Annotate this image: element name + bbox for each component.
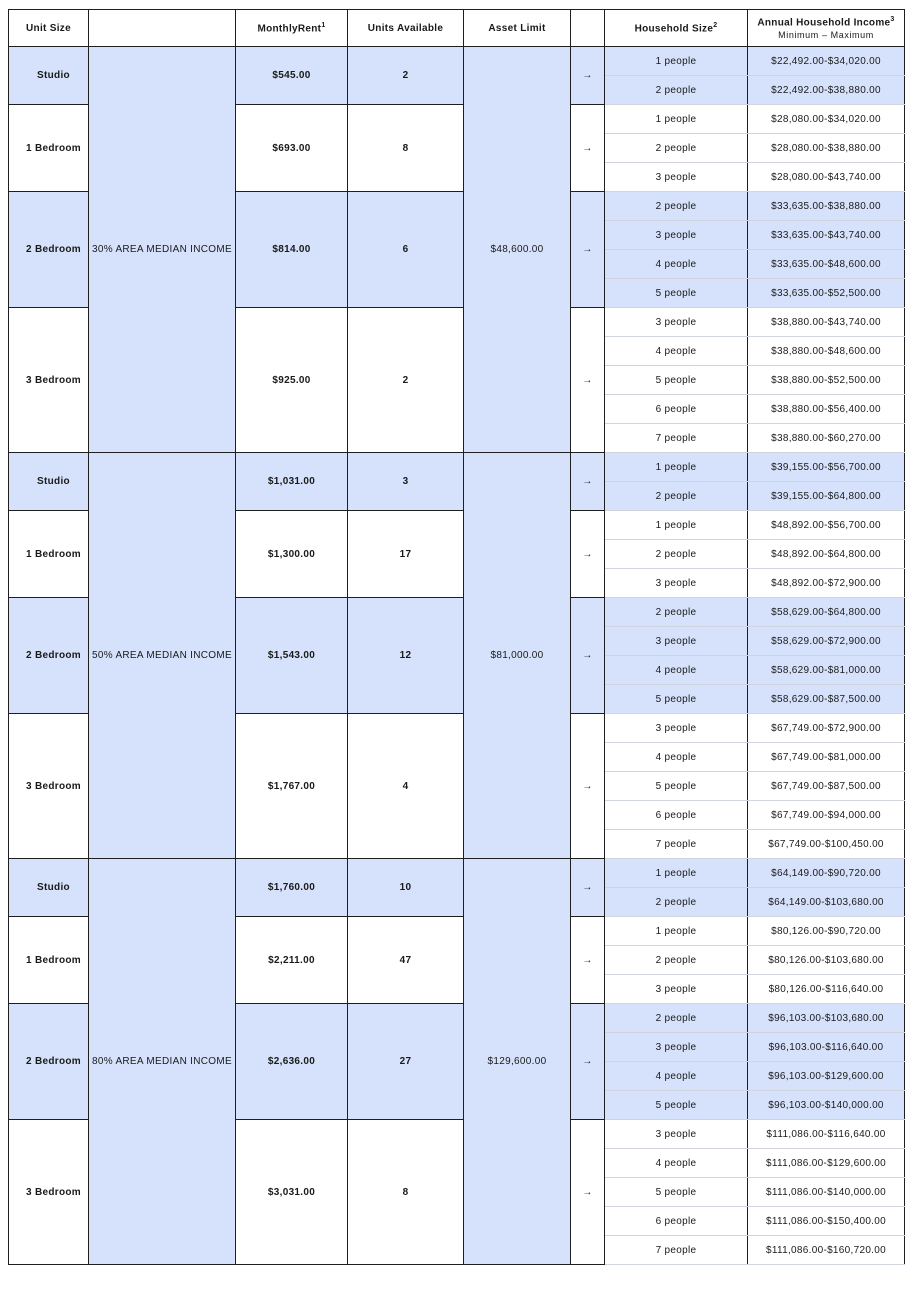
unit-size-cell: Studio bbox=[9, 859, 89, 917]
annual-income-range-cell: $58,629.00-$64,800.00 bbox=[748, 598, 905, 627]
table-header bbox=[9, 10, 905, 47]
annual-income-range-cell: $33,635.00-$48,600.00 bbox=[748, 250, 905, 279]
annual-income-range-cell: $38,880.00-$52,500.00 bbox=[748, 366, 905, 395]
household-size-cell: 7 people bbox=[605, 424, 748, 453]
unit-size-cell: 3 Bedroom bbox=[9, 308, 89, 453]
household-size-cell: 2 people bbox=[605, 1004, 748, 1033]
household-size-cell: 5 people bbox=[605, 1178, 748, 1207]
units-available-cell: 2 bbox=[348, 308, 464, 453]
header-label: MonthlyRent bbox=[257, 23, 322, 35]
header-asset-limit bbox=[464, 10, 571, 47]
household-size-cell: 6 people bbox=[605, 1207, 748, 1236]
header-label: Units Available bbox=[367, 22, 444, 34]
arrow-right-icon: → bbox=[571, 511, 605, 598]
header-household-size bbox=[605, 10, 748, 47]
annual-income-range-cell: $39,155.00-$64,800.00 bbox=[748, 482, 905, 511]
annual-income-range-cell: $22,492.00-$38,880.00 bbox=[748, 76, 905, 105]
annual-income-range-cell: $38,880.00-$60,270.00 bbox=[748, 424, 905, 453]
ami-level-cell: 80% AREA MEDIAN INCOME bbox=[89, 859, 236, 1265]
ami-level-cell: 30% AREA MEDIAN INCOME bbox=[89, 47, 236, 453]
annual-income-range-cell: $96,103.00-$129,600.00 bbox=[748, 1062, 905, 1091]
annual-income-range-cell: $80,126.00-$116,640.00 bbox=[748, 975, 905, 1004]
income-table bbox=[8, 9, 905, 1265]
unit-size-cell: 2 Bedroom bbox=[9, 1004, 89, 1120]
annual-income-range-cell: $48,892.00-$64,800.00 bbox=[748, 540, 905, 569]
annual-income-range-cell: $67,749.00-$94,000.00 bbox=[748, 801, 905, 830]
annual-income-range-cell: $111,086.00-$140,000.00 bbox=[748, 1178, 905, 1207]
monthly-rent-cell: $693.00 bbox=[236, 105, 348, 192]
header-sublabel: Minimum – Maximum bbox=[778, 29, 874, 40]
household-size-cell: 4 people bbox=[605, 1149, 748, 1178]
arrow-right-icon: → bbox=[571, 453, 605, 511]
annual-income-range-cell: $38,880.00-$48,600.00 bbox=[748, 337, 905, 366]
household-size-cell: 3 people bbox=[605, 308, 748, 337]
asset-limit-cell: $129,600.00 bbox=[464, 859, 571, 1265]
arrow-right-icon: → bbox=[571, 859, 605, 917]
units-available-cell: 2 bbox=[348, 47, 464, 105]
household-size-cell: 1 people bbox=[605, 453, 748, 482]
ami-level-cell: 50% AREA MEDIAN INCOME bbox=[89, 453, 236, 859]
annual-income-range-cell: $39,155.00-$56,700.00 bbox=[748, 453, 905, 482]
arrow-right-icon: → bbox=[571, 105, 605, 192]
household-size-cell: 2 people bbox=[605, 482, 748, 511]
household-size-cell: 4 people bbox=[605, 337, 748, 366]
annual-income-range-cell: $22,492.00-$34,020.00 bbox=[748, 47, 905, 76]
header-monthly-rent bbox=[236, 10, 348, 47]
annual-income-range-cell: $48,892.00-$72,900.00 bbox=[748, 569, 905, 598]
table-body bbox=[9, 47, 905, 1265]
household-size-cell: 5 people bbox=[605, 1091, 748, 1120]
household-size-cell: 2 people bbox=[605, 134, 748, 163]
monthly-rent-cell: $1,767.00 bbox=[236, 714, 348, 859]
annual-income-range-cell: $111,086.00-$116,640.00 bbox=[748, 1120, 905, 1149]
annual-income-range-cell: $33,635.00-$52,500.00 bbox=[748, 279, 905, 308]
monthly-rent-cell: $3,031.00 bbox=[236, 1120, 348, 1265]
household-size-cell: 5 people bbox=[605, 279, 748, 308]
header-ami bbox=[89, 10, 236, 47]
monthly-rent-cell: $1,760.00 bbox=[236, 859, 348, 917]
header-annual-income bbox=[748, 10, 905, 47]
footnote-marker: 3 bbox=[890, 16, 895, 24]
header-unit-size bbox=[9, 10, 89, 47]
annual-income-range-cell: $33,635.00-$38,880.00 bbox=[748, 192, 905, 221]
annual-income-range-cell: $96,103.00-$140,000.00 bbox=[748, 1091, 905, 1120]
household-size-cell: 2 people bbox=[605, 598, 748, 627]
monthly-rent-cell: $1,300.00 bbox=[236, 511, 348, 598]
household-size-cell: 7 people bbox=[605, 830, 748, 859]
footnote-marker: 1 bbox=[321, 21, 326, 29]
units-available-cell: 47 bbox=[348, 917, 464, 1004]
household-size-cell: 1 people bbox=[605, 917, 748, 946]
unit-size-cell: 2 Bedroom bbox=[9, 192, 89, 308]
arrow-right-icon: → bbox=[571, 1004, 605, 1120]
arrow-right-icon: → bbox=[571, 917, 605, 1004]
annual-income-range-cell: $67,749.00-$72,900.00 bbox=[748, 714, 905, 743]
unit-size-cell: 1 Bedroom bbox=[9, 917, 89, 1004]
annual-income-range-cell: $67,749.00-$100,450.00 bbox=[748, 830, 905, 859]
annual-income-range-cell: $111,086.00-$129,600.00 bbox=[748, 1149, 905, 1178]
annual-income-range-cell: $28,080.00-$43,740.00 bbox=[748, 163, 905, 192]
household-size-cell: 4 people bbox=[605, 250, 748, 279]
household-size-cell: 2 people bbox=[605, 540, 748, 569]
income-table-container bbox=[8, 9, 905, 1265]
household-size-cell: 3 people bbox=[605, 975, 748, 1004]
units-available-cell: 6 bbox=[348, 192, 464, 308]
monthly-rent-cell: $925.00 bbox=[236, 308, 348, 453]
household-size-cell: 5 people bbox=[605, 772, 748, 801]
units-available-cell: 8 bbox=[348, 1120, 464, 1265]
household-size-cell: 1 people bbox=[605, 511, 748, 540]
header-label: Unit Size bbox=[26, 22, 71, 34]
household-size-cell: 3 people bbox=[605, 569, 748, 598]
household-size-cell: 3 people bbox=[605, 627, 748, 656]
header-units-available bbox=[348, 10, 464, 47]
household-size-cell: 2 people bbox=[605, 192, 748, 221]
household-size-cell: 4 people bbox=[605, 656, 748, 685]
unit-size-cell: 3 Bedroom bbox=[9, 1120, 89, 1265]
household-size-cell: 3 people bbox=[605, 1120, 748, 1149]
asset-limit-cell: $81,000.00 bbox=[464, 453, 571, 859]
units-available-cell: 8 bbox=[348, 105, 464, 192]
footnote-marker: 2 bbox=[713, 21, 718, 29]
household-size-cell: 1 people bbox=[605, 105, 748, 134]
annual-income-range-cell: $58,629.00-$72,900.00 bbox=[748, 627, 905, 656]
arrow-right-icon: → bbox=[571, 192, 605, 308]
household-size-cell: 2 people bbox=[605, 76, 748, 105]
unit-size-cell: 3 Bedroom bbox=[9, 714, 89, 859]
annual-income-range-cell: $67,749.00-$81,000.00 bbox=[748, 743, 905, 772]
household-size-cell: 2 people bbox=[605, 946, 748, 975]
table-row bbox=[9, 859, 905, 888]
annual-income-range-cell: $58,629.00-$81,000.00 bbox=[748, 656, 905, 685]
household-size-cell: 5 people bbox=[605, 685, 748, 714]
annual-income-range-cell: $58,629.00-$87,500.00 bbox=[748, 685, 905, 714]
header-label: Annual Household Income bbox=[757, 17, 891, 29]
annual-income-range-cell: $48,892.00-$56,700.00 bbox=[748, 511, 905, 540]
units-available-cell: 3 bbox=[348, 453, 464, 511]
header-arrow bbox=[571, 10, 605, 47]
annual-income-range-cell: $28,080.00-$34,020.00 bbox=[748, 105, 905, 134]
household-size-cell: 3 people bbox=[605, 714, 748, 743]
monthly-rent-cell: $1,543.00 bbox=[236, 598, 348, 714]
unit-size-cell: 2 Bedroom bbox=[9, 598, 89, 714]
household-size-cell: 3 people bbox=[605, 221, 748, 250]
units-available-cell: 10 bbox=[348, 859, 464, 917]
household-size-cell: 6 people bbox=[605, 395, 748, 424]
unit-size-cell: Studio bbox=[9, 47, 89, 105]
household-size-cell: 4 people bbox=[605, 743, 748, 772]
unit-size-cell: 1 Bedroom bbox=[9, 105, 89, 192]
arrow-right-icon: → bbox=[571, 308, 605, 453]
annual-income-range-cell: $111,086.00-$160,720.00 bbox=[748, 1236, 905, 1265]
monthly-rent-cell: $1,031.00 bbox=[236, 453, 348, 511]
arrow-right-icon: → bbox=[571, 598, 605, 714]
annual-income-range-cell: $96,103.00-$103,680.00 bbox=[748, 1004, 905, 1033]
annual-income-range-cell: $64,149.00-$103,680.00 bbox=[748, 888, 905, 917]
arrow-right-icon: → bbox=[571, 714, 605, 859]
unit-size-cell: 1 Bedroom bbox=[9, 511, 89, 598]
household-size-cell: 3 people bbox=[605, 163, 748, 192]
annual-income-range-cell: $80,126.00-$103,680.00 bbox=[748, 946, 905, 975]
header-label: Asset Limit bbox=[488, 22, 546, 34]
annual-income-range-cell: $38,880.00-$56,400.00 bbox=[748, 395, 905, 424]
annual-income-range-cell: $80,126.00-$90,720.00 bbox=[748, 917, 905, 946]
household-size-cell: 7 people bbox=[605, 1236, 748, 1265]
monthly-rent-cell: $2,211.00 bbox=[236, 917, 348, 1004]
household-size-cell: 1 people bbox=[605, 859, 748, 888]
arrow-right-icon: → bbox=[571, 47, 605, 105]
annual-income-range-cell: $38,880.00-$43,740.00 bbox=[748, 308, 905, 337]
units-available-cell: 12 bbox=[348, 598, 464, 714]
annual-income-range-cell: $28,080.00-$38,880.00 bbox=[748, 134, 905, 163]
annual-income-range-cell: $67,749.00-$87,500.00 bbox=[748, 772, 905, 801]
annual-income-range-cell: $111,086.00-$150,400.00 bbox=[748, 1207, 905, 1236]
household-size-cell: 4 people bbox=[605, 1062, 748, 1091]
units-available-cell: 27 bbox=[348, 1004, 464, 1120]
monthly-rent-cell: $814.00 bbox=[236, 192, 348, 308]
header-label: Household Size bbox=[634, 23, 714, 35]
unit-size-cell: Studio bbox=[9, 453, 89, 511]
annual-income-range-cell: $33,635.00-$43,740.00 bbox=[748, 221, 905, 250]
monthly-rent-cell: $2,636.00 bbox=[236, 1004, 348, 1120]
units-available-cell: 4 bbox=[348, 714, 464, 859]
units-available-cell: 17 bbox=[348, 511, 464, 598]
household-size-cell: 3 people bbox=[605, 1033, 748, 1062]
annual-income-range-cell: $64,149.00-$90,720.00 bbox=[748, 859, 905, 888]
monthly-rent-cell: $545.00 bbox=[236, 47, 348, 105]
asset-limit-cell: $48,600.00 bbox=[464, 47, 571, 453]
table-row bbox=[9, 453, 905, 482]
table-row bbox=[9, 47, 905, 76]
arrow-right-icon: → bbox=[571, 1120, 605, 1265]
household-size-cell: 5 people bbox=[605, 366, 748, 395]
household-size-cell: 2 people bbox=[605, 888, 748, 917]
household-size-cell: 1 people bbox=[605, 47, 748, 76]
household-size-cell: 6 people bbox=[605, 801, 748, 830]
annual-income-range-cell: $96,103.00-$116,640.00 bbox=[748, 1033, 905, 1062]
